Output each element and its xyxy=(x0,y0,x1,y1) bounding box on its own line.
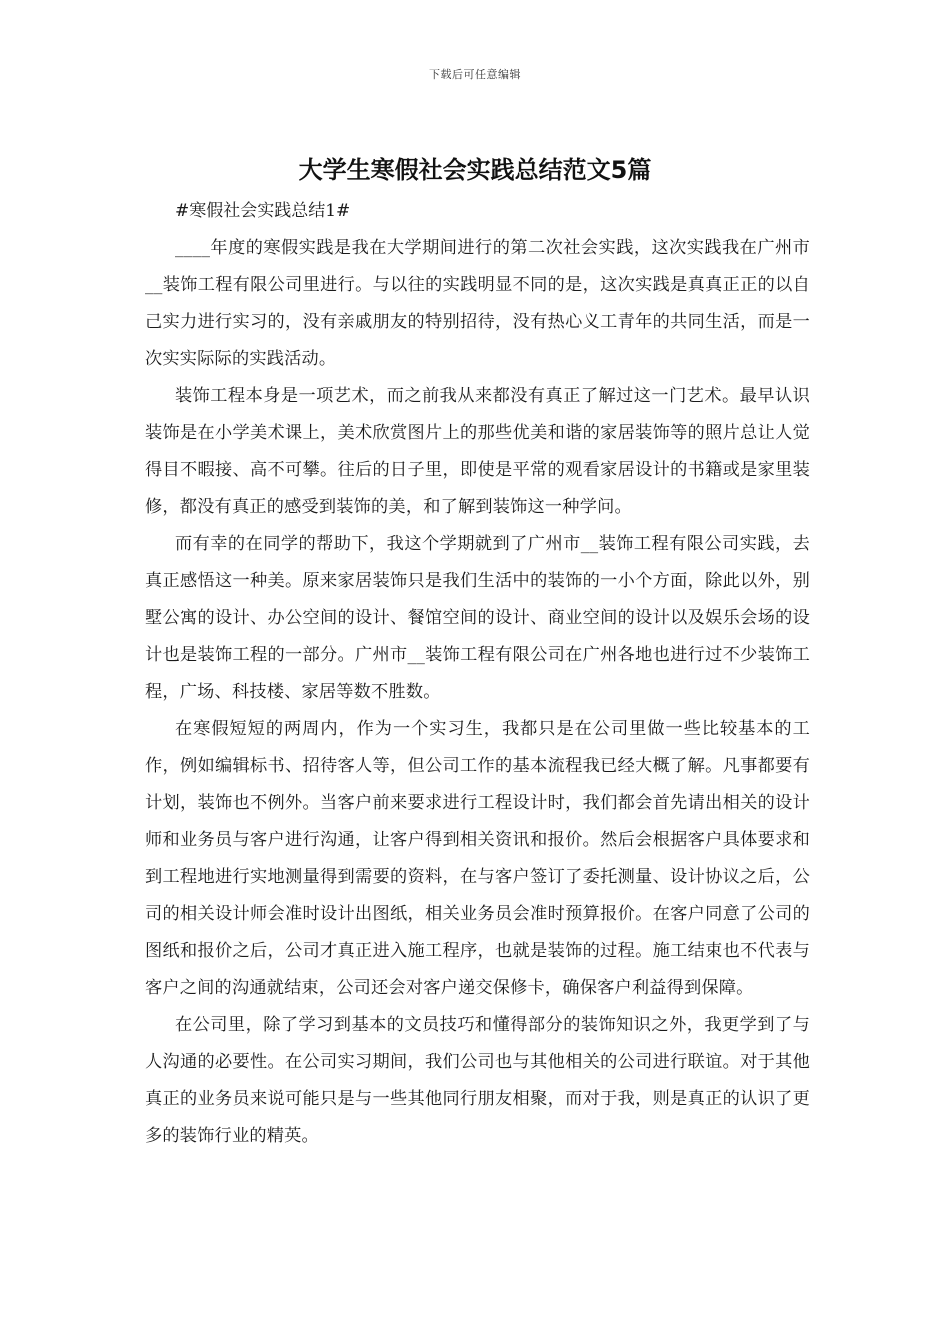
paragraph-2: 装饰工程本身是一项艺术，而之前我从来都没有真正了解过这一门艺术。最早认识装饰是在小学美术课上，美术欣赏图片上的那些优美和谐的家居装饰等的照片总让人觉得目不暇接、高不可攀。往后的日子里，即使是平常的观看家居设计的书籍或是家里装修，都没有真正的感受到装饰的美，和了解到装饰这一种学问。 xyxy=(145,386,810,517)
section-heading: #寒假社会实践总结1# xyxy=(175,201,351,221)
paragraph-4: 在寒假短短的两周内，作为一个实习生，我都只是在公司里做一些比较基本的工作，例如编辑标书、招待客人等，但公司工作的基本流程我已经大概了解。凡事都要有计划，装饰也不例外。当客户前来要求进行工程设计时，我们都会首先请出相关的设计师和业务员与客户进行沟通，让客户得到相关资讯和报价。然后会根据客户具体要求和到工程地进行实地测量得到需要的资料，在与客户签订了委托测量、设计协议之后，公司的相关设计师会准时设计出图纸，相关业务员会准时预算报价。在客户同意了公司的图纸和报价之后，公司才真正进入施工程序，也就是装饰的过程。施工结束也不代表与客户之间的沟通就结束，公司还会对客户递交保修卡，确保客户利益得到保障。 xyxy=(145,719,810,998)
document-body xyxy=(145,193,810,1155)
paragraph-3: 而有幸的在同学的帮助下，我这个学期就到了广州市__装饰工程有限公司实践，去真正感悟这一种美。原来家居装饰只是我们生活中的装饰的一小个方面，除此以外，别墅公寓的设计、办公空间的设计、餐馆空间的设计、商业空间的设计以及娱乐会场的设计也是装饰工程的一部分。广州市__装饰工程有限公司在广州各地也进行过不少装饰工程，广场、科技楼、家居等数不胜数。 xyxy=(145,534,810,702)
paragraph-1: ____年度的寒假实践是我在大学期间进行的第二次社会实践，这次实践我在广州市__装饰工程有限公司里进行。与以往的实践明显不同的是，这次实践是真真正正的以自己实力进行实习的，没有亲戚朋友的特别招待，没有热心义工青年的共同生活，而是一次实实际际的实践活动。 xyxy=(145,238,810,369)
paragraph-5: 在公司里，除了学习到基本的文员技巧和懂得部分的装饰知识之外，我更学到了与人沟通的必要性。在公司实习期间，我们公司也与其他相关的公司进行联谊。对于其他真正的业务员来说可能只是与一些其他同行朋友相聚，而对于我，则是真正的认识了更多的装饰行业的精英。 xyxy=(145,1015,810,1146)
document-title: 大学生寒假社会实践总结范文5篇 xyxy=(298,156,652,184)
header-note: 下载后可任意编辑 xyxy=(429,68,521,81)
